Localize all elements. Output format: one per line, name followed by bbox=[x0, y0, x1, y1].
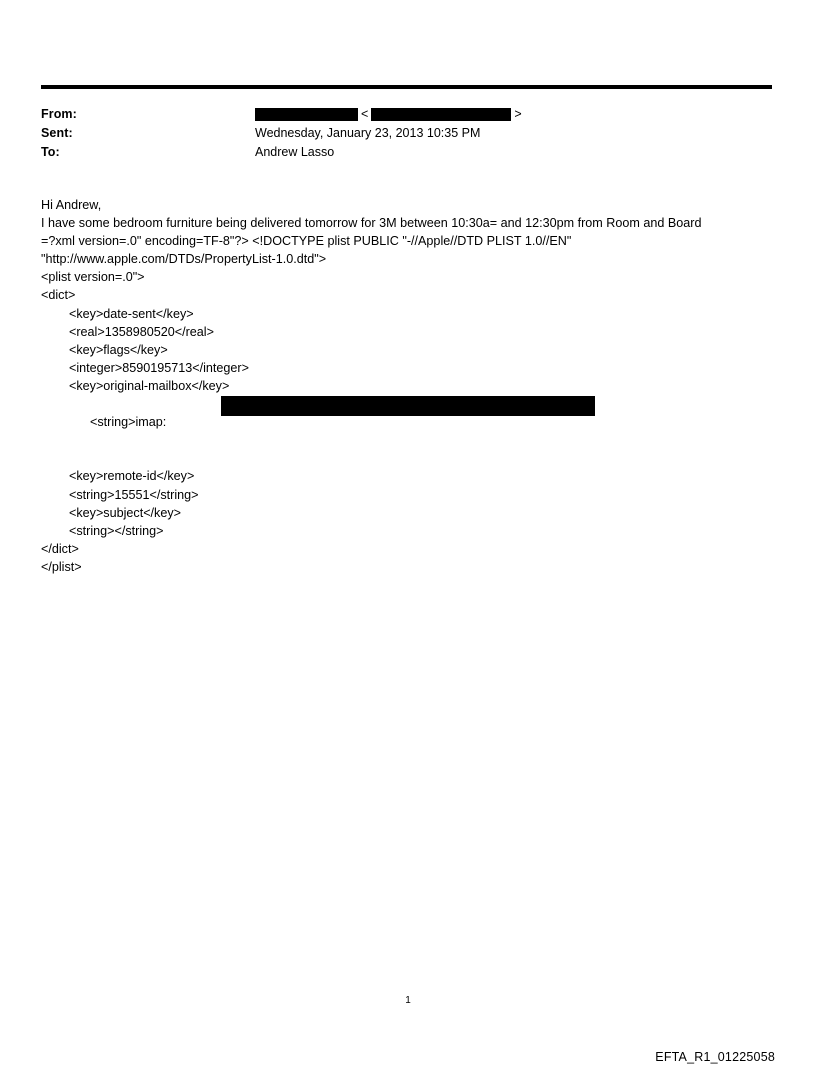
body-line: Hi Andrew, bbox=[41, 198, 102, 212]
bates-number: EFTA_R1_01225058 bbox=[655, 1050, 775, 1064]
body-line: <real>1358980520</real> bbox=[41, 324, 214, 339]
body-line: "http://www.apple.com/DTDs/PropertyList-1.0.dtd"> bbox=[41, 252, 327, 267]
redaction-box-from-name bbox=[255, 108, 358, 121]
body-line: <plist version=.0"> bbox=[41, 270, 145, 285]
email-header bbox=[41, 107, 772, 164]
body-line: <string></string> bbox=[41, 523, 164, 538]
body-line: <integer>8590195713</integer> bbox=[41, 360, 249, 375]
body-line: I have some bedroom furniture being delivered tomorrow for 3M between 10:30a= and 12:30pm from Room and Board bbox=[41, 216, 702, 231]
from-label: From: bbox=[41, 107, 77, 121]
sent-value: Wednesday, January 23, 2013 10:35 PM bbox=[255, 126, 481, 140]
body-line: <key>remote-id</key> bbox=[41, 469, 195, 484]
angle-bracket-close: > bbox=[514, 107, 522, 121]
body-line: <key>flags</key> bbox=[41, 342, 168, 357]
header-row-from bbox=[41, 107, 772, 126]
body-line-text: <string>imap: bbox=[62, 415, 167, 430]
header-row-to bbox=[41, 145, 772, 164]
body-line: <string>15551</string> bbox=[41, 487, 199, 502]
body-line-redacted bbox=[41, 395, 781, 467]
body-line: <key>original-mailbox</key> bbox=[41, 378, 230, 393]
header-row-sent bbox=[41, 126, 772, 145]
body-line: <key>subject</key> bbox=[41, 505, 182, 520]
body-line: <key>date-sent</key> bbox=[41, 306, 194, 321]
body-line: <dict> bbox=[41, 288, 76, 303]
redaction-box-imap-path bbox=[221, 396, 595, 416]
sent-label: Sent: bbox=[41, 126, 73, 140]
header-divider-rule bbox=[41, 85, 772, 89]
body-line: =?xml version=.0" encoding=TF-8"?> <!DOCTYPE plist PUBLIC "-//Apple//DTD PLIST 1.0//EN" bbox=[41, 234, 572, 249]
from-value bbox=[255, 107, 525, 121]
body-line: </plist> bbox=[41, 559, 82, 574]
redaction-box-from-address bbox=[371, 108, 511, 121]
to-value: Andrew Lasso bbox=[255, 145, 335, 159]
body-line: </dict> bbox=[41, 541, 79, 556]
to-label: To: bbox=[41, 145, 60, 159]
page-number: 1 bbox=[405, 995, 411, 1006]
email-body bbox=[41, 196, 781, 576]
angle-bracket-open: < bbox=[361, 107, 369, 121]
